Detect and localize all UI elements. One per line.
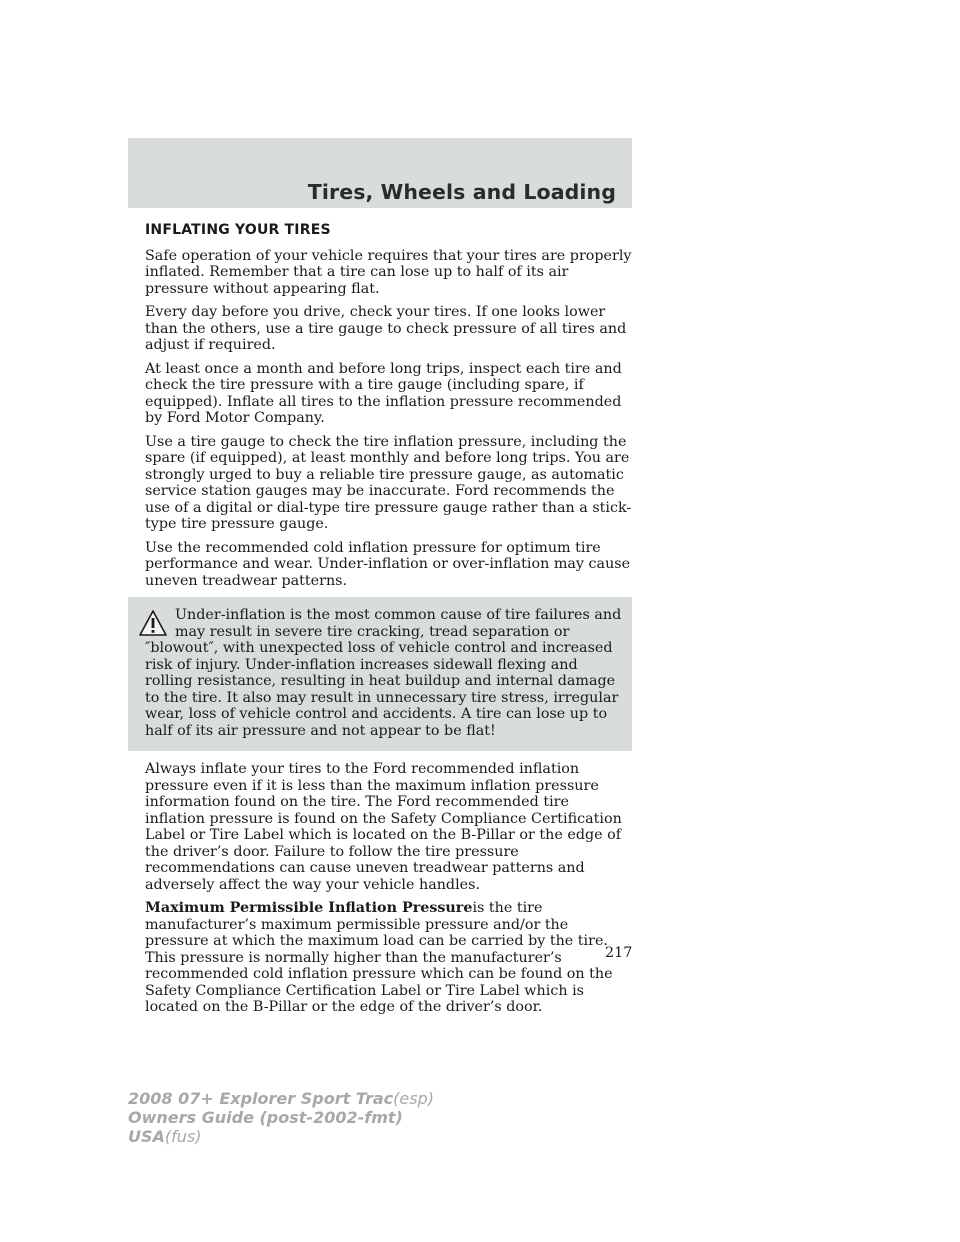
footer-line-2: [128, 1108, 434, 1127]
paragraph-4: Use a tire gauge to check the tire inflation pressure, including the spare (if equipped), at least monthly and before long trips. You are strongly urged to buy a reliable tire pressure gauge, as automatic service station gauges may be inaccurate. Ford recommends the use of a digital or dial-type tire pressure gauge rather than a stick-type tire pressure gauge.: [145, 433, 632, 532]
warning-box: [128, 597, 632, 751]
paragraph-2: Every day before you drive, check your tires. If one looks lower than the others, use a tire gauge to check pressure of all tires and adjust if required.: [145, 304, 627, 353]
page-content: [145, 222, 632, 1023]
footer-region-tag: (fus): [164, 1127, 202, 1146]
paragraph-5: Use the recommended cold inflation pressure for optimum tire performance and wear. Under-inflation or over-inflation may cause uneven treadwear patterns.: [145, 539, 631, 589]
page-number: 217: [605, 945, 633, 961]
footer-line-1: [128, 1089, 434, 1108]
definition-text: is the tire manufacturer’s maximum permissible pressure and/or the pressure at which the maximum load can be carried by the tire. This pressure is normally higher than the manufacturer’s recommended cold inflation pressure which can be found on the Safety Compliance Certification Label or Tire Label which is located on the B-Pillar or the edge of the driver’s door.: [145, 900, 613, 1015]
footer-line-3: [128, 1127, 434, 1146]
paragraph-3: At least once a month and before long trips, inspect each tire and check the tire pressure with a tire gauge (including spare, if equipped). Inflate all tires to the inflation pressure recommended by Ford Motor Company.: [145, 360, 622, 426]
section-heading: INFLATING YOUR TIRES: [145, 222, 331, 238]
footer-model: 2008 07+ Explorer Sport Trac: [128, 1089, 394, 1108]
definition-paragraph: [145, 900, 632, 1016]
paragraph-after-warning: Always inflate your tires to the Ford recommended inflation pressure even if it is less than the maximum inflation pressure information found on the tire. The Ford recommended tire inflation pressure is found on the Safety Compliance Certification Label or Tire Label which is located on the B-Pillar or the edge of the driver’s door. Failure to follow the tire pressure recommendations can cause uneven treadwear patterns and adversely affect the way your vehicle handles.: [145, 761, 622, 893]
paragraph-1: Safe operation of your vehicle requires that your tires are properly inflated. Remember that a tire can lose up to half of its air pressure without appearing flat.: [145, 247, 632, 297]
warning-text: Under-inflation is the most common cause of tire failures and may result in severe tire cracking, tread separation or ″blowout″, with unexpected loss of vehicle control and increased risk of injury. Under-inflation increases sidewall flexing and rolling resistance, resulting in heat buildup and internal damage to the tire. It also may result in unnecessary tire stress, irregular wear, loss of vehicle control and accidents. A tire can lose up to half of its air pressure and not appear to be flat!: [145, 607, 622, 739]
footer-model-tag: (esp): [393, 1089, 434, 1108]
warning-triangle-icon: [139, 609, 167, 637]
footer-guide: Owners Guide (post-2002-fmt): [128, 1108, 403, 1127]
definition-term: Maximum Permissible Inflation Pressure: [145, 900, 473, 916]
footer-region: USA: [128, 1127, 165, 1146]
section-title: Tires, Wheels and Loading: [307, 180, 616, 204]
section-header-band: [128, 138, 632, 208]
footer-meta: [128, 1089, 434, 1146]
